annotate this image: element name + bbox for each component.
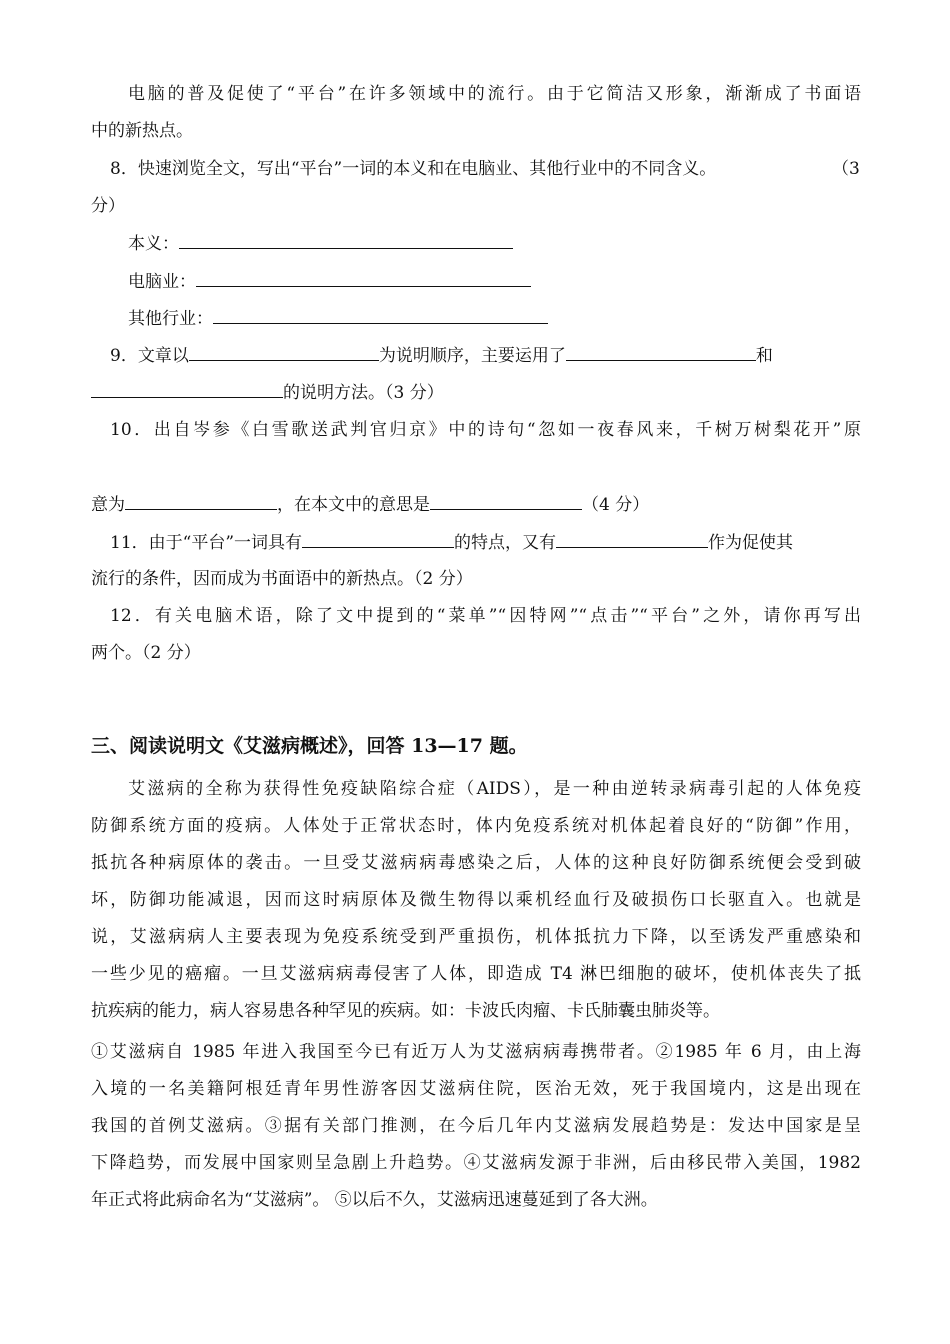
answer-diannao xyxy=(128,269,861,294)
article-para-1-line-1: 艾滋病的全称为获得性免疫缺陷综合症（AIDS），是一种由逆转录病毒引起的人体免疫 xyxy=(128,779,861,799)
question-10-line-1: 10．出自岑参《白雪歌送武判官归京》中的诗句“忽如一夜春风来，千树万树梨花开”原 xyxy=(110,420,861,440)
article-para-2-line-3: 我国的首例艾滋病。③据有关部门推测，在今后几年内艾滋病发展趋势是：发达中国家是呈 xyxy=(91,1116,861,1136)
article-para-2-line-1: ①艾滋病自 1985 年进入我国至今已有近万人为艾滋病病毒携带者。②1985 年 6 月，由上海 xyxy=(91,1042,861,1062)
question-10-blank-original[interactable] xyxy=(125,492,277,510)
question-11-blank-feature[interactable] xyxy=(302,530,454,548)
answer-benyi-blank[interactable] xyxy=(179,231,513,249)
answer-diannao-blank[interactable] xyxy=(196,269,531,287)
answer-diannao-label: 电脑业： xyxy=(128,272,196,292)
question-9-part-1: 9．文章以 xyxy=(110,346,189,366)
question-11-line-1 xyxy=(110,530,861,555)
answer-qita xyxy=(128,306,861,331)
article-para-1-line-6: 一些少见的癌瘤。一旦艾滋病病毒侵害了人体，即造成 T4 淋巴细胞的破坏，使机体丧失了抵 xyxy=(91,964,861,984)
article-para-1-line-4: 坏，防御功能减退，因而这时病原体及微生物得以乘机经血行及破损伤口长驱直入。也就是 xyxy=(91,890,861,910)
question-10-blank-context[interactable] xyxy=(430,492,582,510)
article-para-2-line-4: 下降趋势，而发展中国家则呈急剧上升趋势。④艾滋病发源于非洲，后由移民带入美国，1982 xyxy=(91,1153,861,1173)
question-11-line-2: 流行的条件，因而成为书面语中的新热点。（2 分） xyxy=(91,569,473,589)
question-9-part-3: 和 xyxy=(755,346,773,366)
question-11-blank-condition[interactable] xyxy=(556,530,708,548)
question-12-line-2: 两个。（2 分） xyxy=(91,643,201,663)
question-12-line-1: 12．有关电脑术语，除了文中提到的“菜单”“因特网”“点击”“平台”之外，请你再写出 xyxy=(110,606,861,626)
answer-benyi-label: 本义： xyxy=(128,234,179,254)
question-11-part-2: 的特点，又有 xyxy=(454,533,557,553)
question-11-part-1: 11．由于“平台”一词具有 xyxy=(110,533,303,553)
question-10-part-2: ，在本文中的意思是 xyxy=(277,495,430,515)
question-8-text: 8．快速浏览全文，写出“平台”一词的本义和在电脑业、其他行业中的不同含义。 xyxy=(110,159,717,179)
section-3-heading: 三、阅读说明文《艾滋病概述》，回答 13—17 题。 xyxy=(91,735,528,757)
question-9-blank-method-1[interactable] xyxy=(566,343,756,361)
answer-benyi xyxy=(128,231,861,256)
question-11-part-3: 作为促使其 xyxy=(708,533,794,553)
question-9-blank-method-2[interactable] xyxy=(91,380,283,398)
question-10-part-3: （4 分） xyxy=(582,495,650,515)
answer-qita-label: 其他行业： xyxy=(128,309,213,329)
question-9-line-2 xyxy=(91,380,861,405)
article-para-1-line-7: 抗疾病的能力，病人容易患各种罕见的疾病。如：卡波氏肉瘤、卡氏肺囊虫肺炎等。 xyxy=(91,1001,720,1021)
article-para-2-line-2: 入境的一名美籍阿根廷青年男性游客因艾滋病住院，医治无效，死于我国境内，这是出现在 xyxy=(91,1079,861,1099)
intro-line-1: 电脑的普及促使了“平台”在许多领域中的流行。由于它简洁又形象，渐渐成了书面语 xyxy=(128,84,861,104)
question-10-line-2 xyxy=(91,492,861,517)
question-9-part-4: 的说明方法。（3 分） xyxy=(283,383,444,403)
question-8-score-a: （3 xyxy=(832,159,860,179)
article-para-1-line-3: 抵抗各种病原体的袭击。一旦受艾滋病病毒感染之后，人体的这种良好防御系统便会受到破 xyxy=(91,853,861,873)
answer-qita-blank[interactable] xyxy=(213,306,548,324)
article-para-2-line-5: 年正式将此病命名为“艾滋病”。 ⑤以后不久，艾滋病迅速蔓延到了各大洲。 xyxy=(91,1190,658,1210)
question-8-score-b: 分） xyxy=(91,196,125,216)
question-10-part-1: 意为 xyxy=(91,495,125,515)
question-9-line-1 xyxy=(110,343,861,368)
article-para-1-line-2: 防御系统方面的疫病。人体处于正常状态时，体内免疫系统对机体起着良好的“防御”作用， xyxy=(91,816,861,836)
article-para-1-line-5: 说，艾滋病病人主要表现为免疫系统受到严重损伤，机体抵抗力下降，以至诱发严重感染和 xyxy=(91,927,861,947)
question-9-blank-order[interactable] xyxy=(189,343,379,361)
intro-line-2: 中的新热点。 xyxy=(91,121,193,141)
question-9-part-2: 为说明顺序，主要运用了 xyxy=(378,346,566,366)
